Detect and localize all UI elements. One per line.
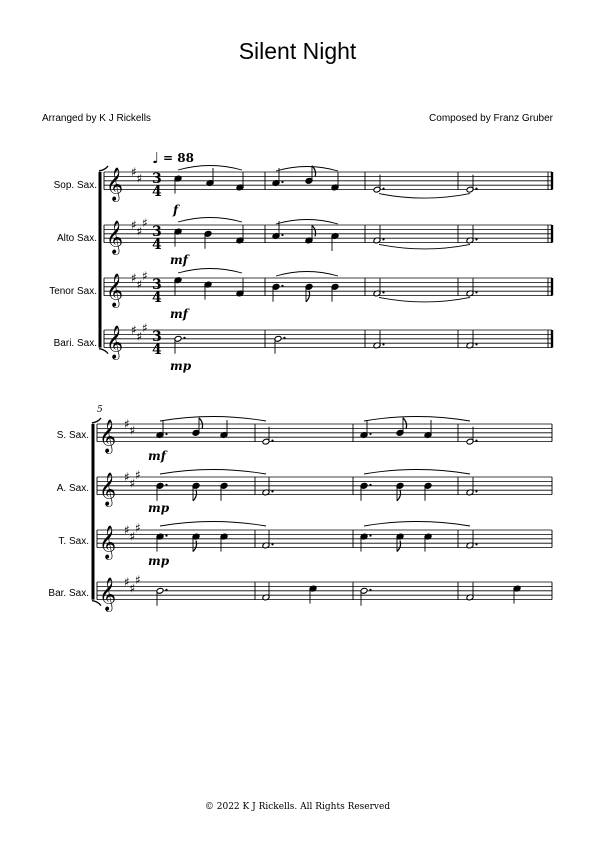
composer-credit: Composed by Franz Gruber bbox=[429, 113, 553, 124]
note-flag bbox=[193, 541, 197, 552]
note-dot bbox=[165, 589, 167, 591]
time-signature-top: 3 bbox=[152, 329, 162, 345]
note-dot bbox=[281, 181, 283, 183]
note-dot bbox=[475, 440, 477, 442]
slur bbox=[276, 167, 338, 172]
note-dot bbox=[165, 484, 167, 486]
slur bbox=[379, 194, 470, 199]
note-flag bbox=[193, 490, 197, 501]
score-title: Silent Night bbox=[238, 38, 357, 64]
note-dot bbox=[165, 433, 167, 435]
sharp-icon: ♯ bbox=[131, 165, 137, 179]
treble-clef-icon: 𝄞 bbox=[106, 166, 124, 201]
staff-label: A. Sax. bbox=[56, 483, 89, 494]
sharp-icon: ♯ bbox=[124, 417, 130, 431]
sharp-icon: ♯ bbox=[129, 529, 136, 544]
sharp-icon: ♯ bbox=[135, 520, 141, 535]
staff-label: Sop. Sax. bbox=[53, 180, 97, 191]
slur bbox=[178, 166, 242, 171]
copyright-footer: © 2022 K J Rickells. All Rights Reserved bbox=[204, 802, 391, 812]
sharp-icon: ♯ bbox=[142, 268, 148, 283]
staff-label: T. Sax. bbox=[58, 536, 89, 547]
slur bbox=[160, 522, 266, 527]
note-dot bbox=[369, 589, 371, 591]
note-dot bbox=[475, 490, 477, 492]
tempo-note-icon: ♩ bbox=[152, 149, 160, 167]
staff-label: Bari. Sax. bbox=[53, 338, 97, 349]
note-flag bbox=[199, 418, 203, 429]
note-dot bbox=[475, 543, 477, 545]
treble-clef-icon: 𝄞 bbox=[99, 418, 117, 453]
slur bbox=[364, 470, 470, 475]
note-dot bbox=[281, 285, 283, 287]
sharp-icon: ♯ bbox=[131, 218, 137, 232]
dynamic-marking: mf bbox=[170, 307, 188, 321]
measure-number: 5 bbox=[97, 405, 103, 415]
dynamic-marking: mp bbox=[148, 554, 170, 568]
note-dot bbox=[183, 337, 185, 339]
sharp-icon: ♯ bbox=[136, 277, 143, 292]
dynamic-marking: mf bbox=[170, 253, 188, 267]
slur bbox=[379, 297, 470, 302]
sharp-icon: ♯ bbox=[124, 470, 130, 484]
note-dot bbox=[271, 440, 273, 442]
note-dot bbox=[283, 337, 285, 339]
tempo-marking: = 88 bbox=[163, 151, 194, 165]
note-flag bbox=[397, 541, 401, 552]
note-dot bbox=[475, 343, 477, 345]
time-signature-top: 3 bbox=[152, 224, 162, 240]
sharp-icon: ♯ bbox=[129, 476, 136, 491]
sharp-icon: ♯ bbox=[124, 523, 130, 537]
slur bbox=[160, 470, 266, 475]
note-dot bbox=[369, 535, 371, 537]
note-flag bbox=[312, 166, 316, 177]
slur bbox=[276, 272, 338, 277]
sharp-icon: ♯ bbox=[136, 171, 143, 186]
note-dot bbox=[475, 188, 477, 190]
sharp-icon: ♯ bbox=[129, 423, 136, 438]
treble-clef-icon: 𝄞 bbox=[106, 272, 124, 307]
note-dot bbox=[382, 188, 384, 190]
note-dot bbox=[369, 433, 371, 435]
sharp-icon: ♯ bbox=[124, 575, 130, 589]
note-flag bbox=[306, 291, 310, 302]
slur bbox=[276, 220, 338, 225]
slur bbox=[364, 522, 470, 527]
dynamic-marking: mp bbox=[148, 501, 170, 515]
staff-label: S. Sax. bbox=[56, 430, 89, 441]
staff-label: Tenor Sax. bbox=[49, 286, 97, 297]
slur bbox=[379, 244, 470, 249]
treble-clef-icon: 𝄞 bbox=[99, 524, 117, 559]
time-signature-bottom: 4 bbox=[152, 290, 162, 306]
note-flag bbox=[403, 418, 407, 429]
sharp-icon: ♯ bbox=[136, 224, 143, 239]
sharp-icon: ♯ bbox=[135, 467, 141, 482]
note-dot bbox=[382, 343, 384, 345]
dynamic-marking: mp bbox=[170, 359, 192, 373]
note-flag bbox=[397, 490, 401, 501]
treble-clef-icon: 𝄞 bbox=[106, 219, 124, 254]
slur bbox=[178, 218, 242, 223]
time-signature-bottom: 4 bbox=[152, 184, 162, 200]
arranger-credit: Arranged by K J Rickells bbox=[42, 113, 151, 124]
treble-clef-icon: 𝄞 bbox=[99, 471, 117, 506]
sharp-icon: ♯ bbox=[129, 581, 136, 596]
sharp-icon: ♯ bbox=[131, 323, 137, 337]
slur bbox=[160, 417, 266, 422]
sharp-icon: ♯ bbox=[136, 329, 143, 344]
note-dot bbox=[382, 238, 384, 240]
slur bbox=[364, 417, 470, 422]
note-dot bbox=[369, 484, 371, 486]
sharp-icon: ♯ bbox=[135, 572, 141, 587]
note-dot bbox=[382, 291, 384, 293]
sharp-icon: ♯ bbox=[142, 320, 148, 335]
note-dot bbox=[281, 234, 283, 236]
time-signature-top: 3 bbox=[152, 277, 162, 293]
note-dot bbox=[165, 535, 167, 537]
staff-label: Bar. Sax. bbox=[48, 588, 89, 599]
time-signature-top: 3 bbox=[152, 171, 162, 187]
staff-label: Alto Sax. bbox=[56, 233, 97, 244]
note-flag bbox=[312, 225, 316, 236]
sharp-icon: ♯ bbox=[142, 215, 148, 230]
treble-clef-icon: 𝄞 bbox=[99, 576, 117, 611]
time-signature-bottom: 4 bbox=[152, 342, 162, 358]
time-signature-bottom: 4 bbox=[152, 237, 162, 253]
note-dot bbox=[271, 490, 273, 492]
note-dot bbox=[475, 238, 477, 240]
treble-clef-icon: 𝄞 bbox=[106, 324, 124, 359]
dynamic-marking: f bbox=[173, 203, 179, 217]
slur bbox=[178, 269, 242, 274]
sharp-icon: ♯ bbox=[131, 271, 137, 285]
note-dot bbox=[475, 291, 477, 293]
dynamic-marking: mf bbox=[148, 449, 166, 463]
note-dot bbox=[271, 543, 273, 545]
